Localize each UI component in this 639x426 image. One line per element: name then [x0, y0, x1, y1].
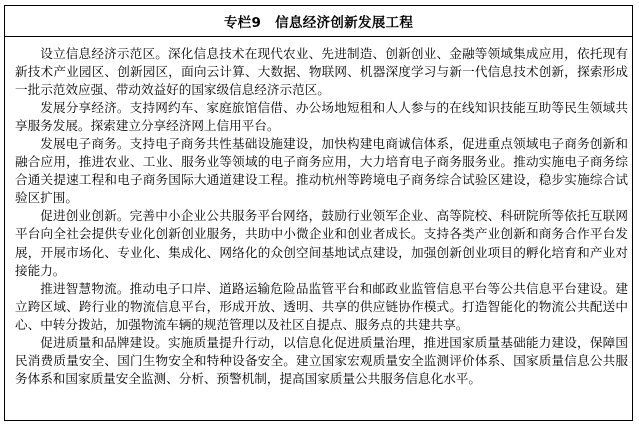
box-content	[5, 37, 632, 388]
box-heading: 信息经济创新发展工程	[275, 15, 414, 31]
paragraph-info-economy-zone: 设立信息经济示范区。深化信息技术在现代农业、先进制造、创新创业、金融等领域集成应用，依托现有新技术产业园区、创新园区，面向云计算、大数据、物联网、机器深度学习与新一代信息技术创新，探索形成一批示范效应强、带动效益好的国家级信息经济示范区。	[15, 46, 628, 98]
box-number: 专栏9	[223, 15, 262, 31]
paragraph-e-commerce: 发展电子商务。支持电子商务共性基础设施建设，加快构建电商诚信体系，促进重点领域电子商务创新和融合应用，推进农业、工业、服务业等领域的电子商务应用，大力培育电子商务服务业。推动实施电子商务综合通关提速工程和电子商务国际大通道建设工程。推动杭州等跨境电子商务综合试验区建设，稳步实施综合试验区扩围。	[15, 136, 628, 206]
box-title	[224, 11, 413, 31]
paragraph-sharing-economy: 发展分享经济。支持网约车、家庭旅馆信借、办公场地短租和人人参与的在线知识技能互助等民生领域共享服务发展。探索建立分享经济网上信用平台。	[15, 100, 628, 134]
paragraph-smart-logistics: 推进智慧物流。推动电子口岸、道路运输危险品监管平台和邮政业监管信息平台等公共信息平台建设。建立跨区域、跨行业的物流信息平台，形成开放、透明、共享的供应链协作模式。打造智能化的物流公共配送中心、中转分拨站，加强物流车辆的规范管理以及社区自提点、服务点的共建共享。	[15, 280, 628, 332]
title-row	[5, 6, 632, 37]
feature-box	[4, 5, 633, 421]
paragraph-quality-brand: 促进质量和品牌建设。实施质量提升行动，以信息化促进质量治理，推进国家质量基础能力建设，保障国民消费质量安全、国门生物安全和特种设备安全。建立国家宏观质量安全监测评价体系、国家质量信息公共服务体系和国家质量安全监测、分析、预警机制，提高国家质量公共服务信息化水平。	[15, 334, 628, 386]
paragraph-entrepreneurship: 促进创业创新。完善中小企业公共服务平台网络，鼓励行业领军企业、高等院校、科研院所等依托互联网平台向全社会提供专业化创新创业服务，共助中小微企业和创业者成长。支持各类产业创新和商务合作平台发展，开展市场化、专业化、集成化、网络化的众创空间基地试点建设，加强创新创业项目的孵化培育和产业对接能力。	[15, 208, 628, 278]
